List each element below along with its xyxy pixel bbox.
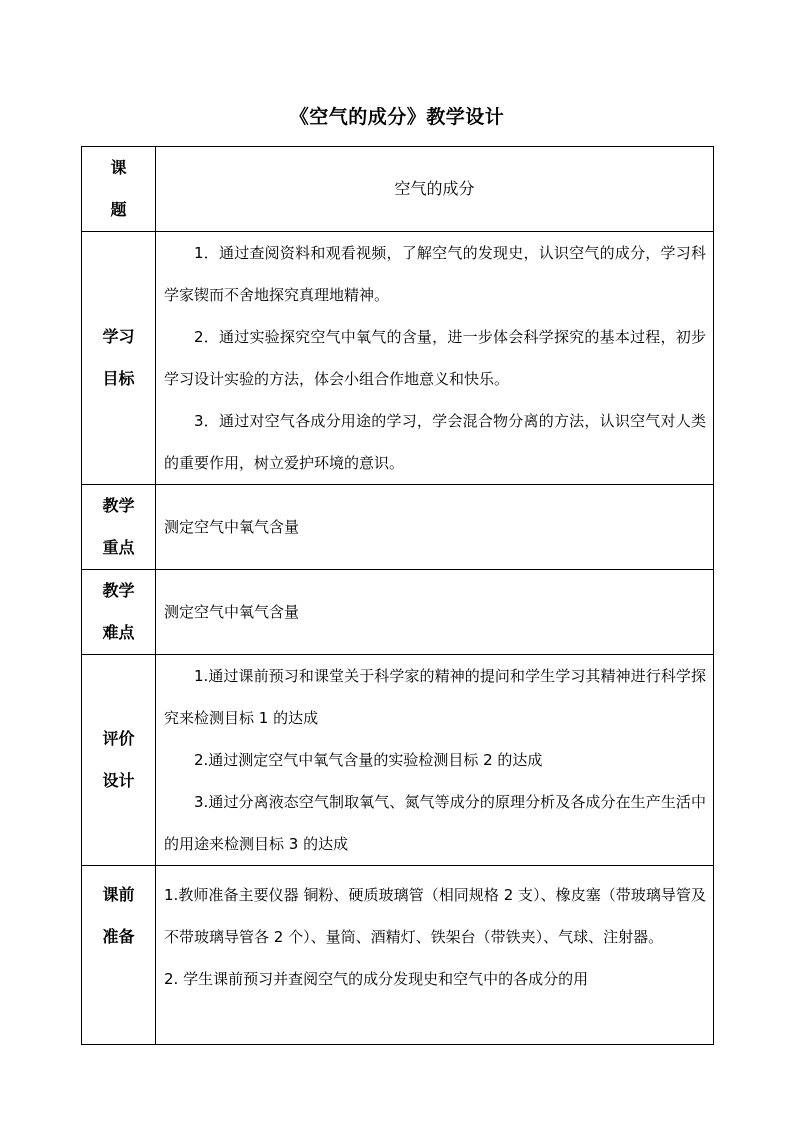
- evaluation-content: [156, 655, 714, 866]
- document-title: 《空气的成分》教学设计: [289, 106, 505, 128]
- goal-item: 2．通过实验探究空气中氧气的含量，进一步体会科学探究的基本过程，初步学习设计实验的方法，体会小组合作地意义和快乐。: [164, 328, 706, 388]
- table-row-key-points: [82, 485, 714, 570]
- key-points-value: 测定空气中氧气含量: [164, 518, 300, 536]
- preparation-label: 课前准备: [102, 885, 135, 946]
- table-row-evaluation: [82, 655, 714, 866]
- preparation-item: 1.教师准备主要仪器 铜粉、硬质玻璃管（相同规格 2 支）、橡皮塞（带玻璃导管及不带玻璃导管各 2 个）、量筒、酒精灯、铁架台（带铁夹）、气球、注射器。: [164, 886, 706, 946]
- topic-label-cell: [82, 147, 156, 232]
- evaluation-label-cell: [82, 655, 156, 866]
- goal-item: 1．通过查阅资料和观看视频，了解空气的发现史，认识空气的成分，学习科学家锲而不舍地探究真理地精神。: [164, 244, 706, 304]
- evaluation-item: 1.通过课前预习和课堂关于科学家的精神的提问和学生学习其精神进行科学探究来检测目标 1 的达成: [164, 667, 706, 727]
- table-row-topic: [82, 147, 714, 232]
- topic-value: 空气的成分: [156, 147, 714, 232]
- evaluation-label: 评价设计: [102, 729, 135, 790]
- table-row-preparation: [82, 866, 714, 1045]
- key-points-label-cell: [82, 485, 156, 570]
- preparation-item: 2. 学生课前预习并查阅空气的成分发现史和空气中的各成分的用: [164, 970, 589, 988]
- goals-content: [156, 232, 714, 485]
- evaluation-item: 2.通过测定空气中氧气含量的实验检测目标 2 的达成: [194, 751, 543, 769]
- key-points-label: 教学重点: [102, 496, 135, 557]
- goals-label: 学习目标: [102, 327, 135, 388]
- topic-label: 课题: [110, 158, 127, 219]
- goal-item: 3．通过对空气各成分用途的学习，学会混合物分离的方法，认识空气对人类的重要作用，树立爱护环境的意识。: [164, 412, 706, 472]
- key-points-content: [156, 485, 714, 570]
- difficulties-label: 教学难点: [102, 581, 135, 642]
- difficulties-value: 测定空气中氧气含量: [164, 603, 300, 621]
- preparation-label-cell: [82, 866, 156, 1045]
- evaluation-item: 3.通过分离液态空气制取氧气、氮气等成分的原理分析及各成分在生产生活中的用途来检测目标 3 的达成: [164, 793, 706, 853]
- lesson-plan-table: [81, 146, 714, 1045]
- difficulties-label-cell: [82, 570, 156, 655]
- goals-label-cell: [82, 232, 156, 485]
- preparation-content: [156, 866, 714, 1045]
- table-row-goals: [82, 232, 714, 485]
- difficulties-content: [156, 570, 714, 655]
- table-row-difficulties: [82, 570, 714, 655]
